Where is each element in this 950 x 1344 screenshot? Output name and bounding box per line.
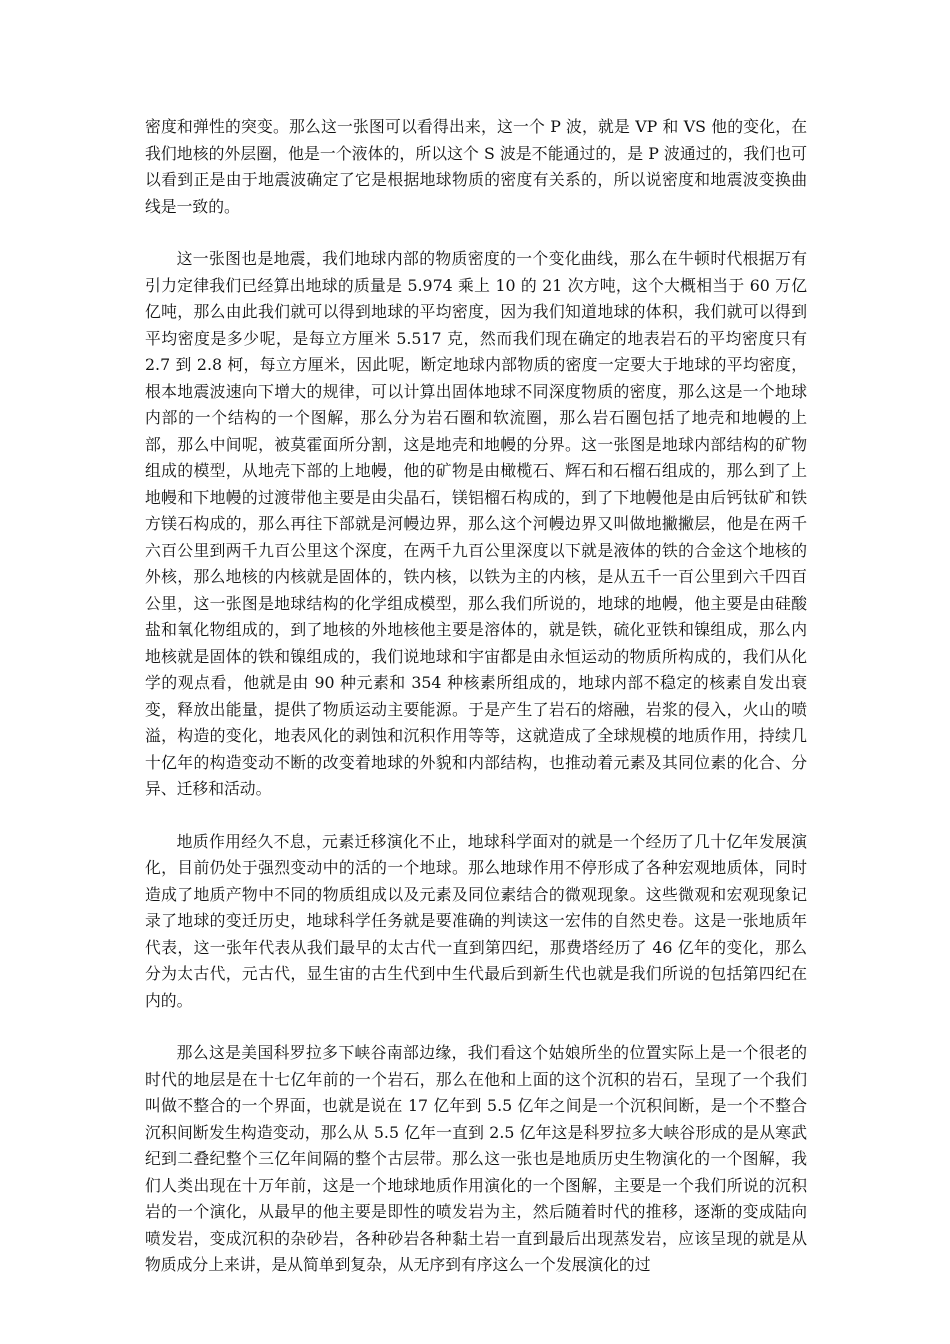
paragraph-1: 密度和弹性的突变。那么这一张图可以看得出来，这一个 P 波，就是 VP 和 VS 他的变化，在我们地核的外层圈，他是一个液体的，所以这个 S 波是不能通过的，是 P 波通过的，我们也可以看到正是由于地震波确定了它是根据地球物质的密度有关系的，所以说密度和地震波变换曲线是一致的。 [145,117,807,216]
paragraph-2: 这一张图也是地震，我们地球内部的物质密度的一个变化曲线，那么在牛顿时代根据万有引力定律我们已经算出地球的质量是 5.974 乘上 10 的 21 次方吨，这个大概相当于 60 万亿亿吨，那么由此我们就可以得到地球的平均密度，因为我们知道地球的体积，我们就可以得到平均密度是多少呢，是每立方厘米 5.517 克，然而我们现在确定的地表岩石的平均密度只有 2.7 到 2.8 柯，每立方厘米，因此呢，断定地球内部物质的密度一定要大于地球的平均密度，根本地震波速向下增大的规律，可以计算出固体地球不同深度物质的密度，那么这是一个地球内部的一个结构的一个图解，那么分为岩石圈和软流圈，那么岩石圈包括了地壳和地幔的上部，那么中间呢，被莫霍面所分割，这是地壳和地幔的分界。这一张图是地球内部结构的矿物组成的模型，从地壳下部的上地幔，他的矿物是由橄榄石、辉石和石榴石组成的，那么到了上地幔和下地幔的过渡带他主要是由尖晶石，镁铝榴石构成的，到了下地幔他是由后钙钛矿和铁方镁石构成的，那么再往下部就是河幔边界，那么这个河幔边界又叫做地撇撇层，他是在两千六百公里到两千九百公里这个深度，在两千九百公里深度以下就是液体的铁的合金这个地核的外核，那么地核的内核就是固体的，铁内核，以铁为主的内核，是从五千一百公里到六千四百公里，这一张图是地球结构的化学组成模型，那么我们所说的，地球的地幔，他主要是由硅酸盐和氧化物组成的，到了地核的外地核他主要是溶体的，就是铁，硫化亚铁和镍组成，那么内地核就是固体的铁和镍组成的，我们说地球和宇宙都是由永恒运动的物质所构成的，我们从化学的观点看，他就是由 90 种元素和 354 种核素所组成的，地球内部不稳定的核素自发出衰变，释放出能量，提供了物质运动主要能源。于是产生了岩石的熔融，岩浆的侵入，火山的喷溢，构造的变化，地表风化的剥蚀和沉积作用等等，这就造成了全球规模的地质作用，持续几十亿年的构造变动不断的改变着地球的外貌和内部结构，也推动着元素及其同位素的化合、分异、迁移和活动。 [145,249,807,798]
paragraph-4: 那么这是美国科罗拉多下峡谷南部边缘，我们看这个姑娘所坐的位置实际上是一个很老的时代的地层是在十七亿年前的一个岩石，那么在他和上面的这个沉积的岩石，呈现了一个我们叫做不整合的一个界面，也就是说在 17 亿年到 5.5 亿年之间是一个沉积间断，是一个不整合沉积间断发生构造变动，那么从 5.5 亿年一直到 2.5 亿年这是科罗拉多大峡谷形成的是从寒武纪到二叠纪整个三亿年间隔的整个古层带。那么这一张也是地质历史生物演化的一个图解，我们人类出现在十万年前，这是一个地球地质作用演化的一个图解，主要是一个我们所说的沉积岩的一个演化，从最早的他主要是即性的喷发岩为主，然后随着时代的推移，逐渐的变成陆向喷发岩，变成沉积的杂砂岩，各种砂岩各种黏土岩一直到最后出现蒸发岩，应该呈现的就是从物质成分上来讲，是从简单到复杂，从无序到有序这么一个发展演化的过 [145,1043,807,1274]
paragraph-3: 地质作用经久不息，元素迁移演化不止，地球科学面对的就是一个经历了几十亿年发展演化，目前仍处于强烈变动中的活的一个地球。那么地球作用不停形成了各种宏观地质体，同时造成了地质产物中不同的物质组成以及元素及同位素结合的微观现象。这些微观和宏观现象记录了地球的变迁历史，地球科学任务就是要准确的判读这一宏伟的自然史卷。这是一张地质年代表，这一张年代表从我们最早的太古代一直到第四纪，那费塔经历了 46 亿年的变化，那么分为太古代，元古代，显生宙的古生代到中生代最后到新生代也就是我们所说的包括第四纪在内的。 [145,831,807,1010]
document-page [145,114,807,1305]
